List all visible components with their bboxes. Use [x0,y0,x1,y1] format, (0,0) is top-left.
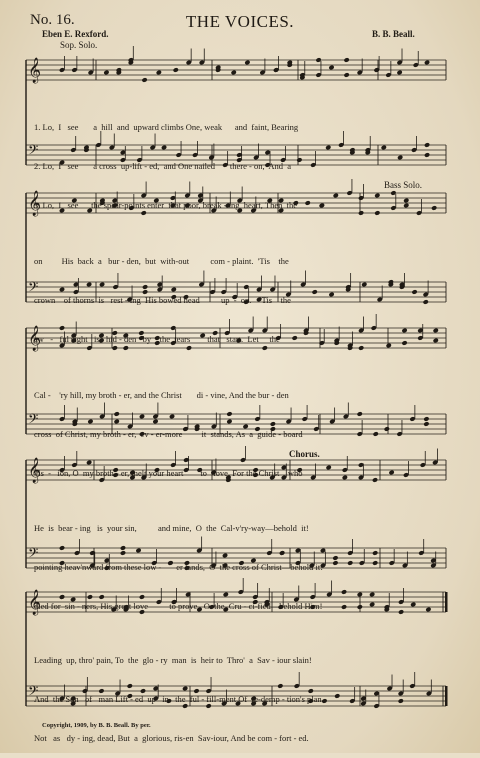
final-bar-line [445,592,448,612]
lyricist-credit: Eben E. Rexford. [42,29,109,39]
lyrics-block-1 [34,95,444,225]
lyric-line: Leading up, thro' pain, To the glo - ry man is heir to Thro' a Sav - iour slain! [34,655,312,665]
note-head [244,60,250,66]
lyrics-block-3 [34,363,444,493]
lyric-line: on His back a bur - den, but with-out com - plaint. 'Tis the [34,256,289,266]
lyric-line: pointing heav'nward from these low - er lands, O the cross of Christ—behold it! [34,562,324,572]
lyric-line: 1. Lo, I see a hill and upward climbs One, weak and faint, Bearing [34,122,299,132]
note-head [328,65,334,71]
treble-clef-icon: 𝄞 [28,58,42,83]
hymn-number: No. 16. [30,12,75,28]
treble-clef-icon: 𝄞 [28,326,42,351]
lyric-line: died for sin - ners, His great love to prove, O the Cru - ci-fied—behold Him! [34,601,323,611]
note-head [231,70,237,76]
note-head [343,72,349,78]
treble-clef-icon: 𝄞 [28,590,42,615]
lyrics-block-4 [34,496,444,626]
bass-clef-icon: 𝄢 [28,411,39,430]
soprano-solo-marking: Sop. Solo. [60,40,98,50]
treble-clef-icon: 𝄞 [28,458,42,483]
copyright-notice: Copyright, 1909, by B. B. Beall. By per. [42,722,151,729]
note-head [343,57,349,63]
lyric-line: And the Son of man Lift - ed up in the ful - fill-ment Of re-demp - tion's plan. [34,694,324,704]
lyric-line: cross of Christ, my broth - er, ev - er-more it stands, As a guide - board [34,429,303,439]
note-head [156,70,162,76]
hymn-title: THE VOICES. [185,12,295,31]
bass-clef-icon: 𝄢 [28,683,39,702]
bass-clef-icon: 𝄢 [28,545,39,564]
note-head [424,60,430,66]
note-head [103,70,109,76]
composer-credit: B. B. Beall. [372,29,415,39]
lyrics-block-5 [34,628,444,758]
lyric-line: 3. Lo, I see the spear-points enter that poor, break - ing heart, Then the [34,200,297,210]
note-head [173,67,179,73]
lyrics-block-2 [34,229,444,359]
lyric-line: Not as dy - ing, dead, But a glorious, ris-en Sav-iour, And be com - fort - ed. [34,733,309,743]
note-head [141,77,147,83]
chorus-marking: Chorus. [289,449,320,459]
lyric-line: vis - ion, O my broth - er, melt your heart to love, For the Christ who [34,468,303,478]
lyric-line: crown of thorns is rest - ing His bowed head up - on. 'Tis the [34,295,291,305]
bass-solo-marking: Bass Solo. [384,180,423,190]
bass-clef-icon: 𝄢 [28,279,39,298]
lyric-line: Cal - 'ry hill, my broth - er, and the Christ di - vine, And the bur - den [34,390,289,400]
note-head [396,70,402,76]
lyric-line: aw - ful sight is hid - den by the tears that start. Let the [34,334,280,344]
lyric-line: He is bear - ing is your sin, and mine, O the Cal-v'ry-way—behold it! [34,523,309,533]
treble-clef-icon: 𝄞 [28,191,42,216]
bass-clef-icon: 𝄢 [28,142,39,161]
lyric-line: 2. Lo, I see a cross up-lift - ed, and One nailed there - on, And a [34,161,292,171]
final-bar-line [445,686,448,706]
